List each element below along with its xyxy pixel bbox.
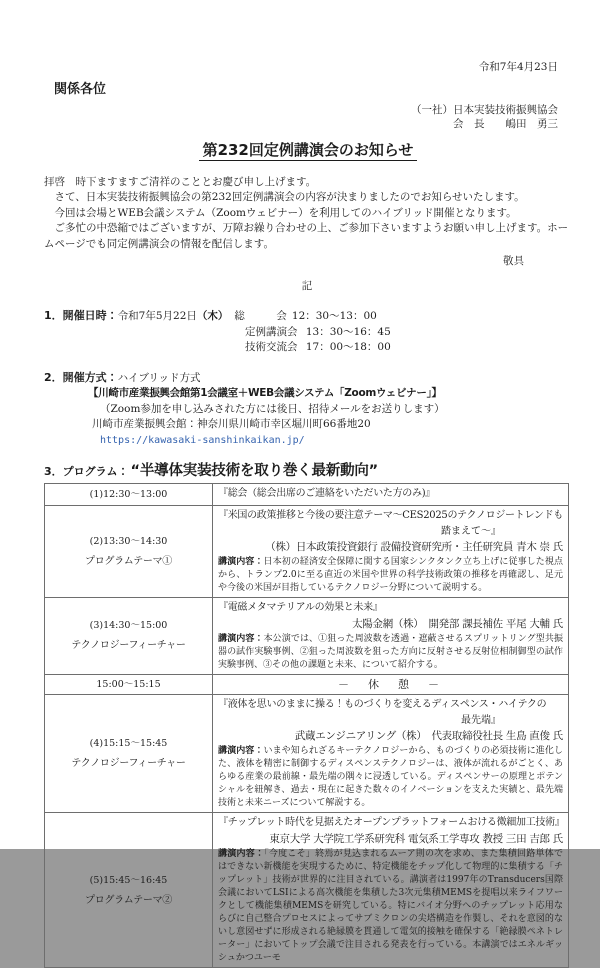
schedule-weekday: （木） — [197, 309, 229, 325]
program-time: (5)15:45～16:45 — [50, 874, 207, 887]
program-category: プログラムテーマ② — [50, 894, 207, 907]
greeting-line: ご多忙の中恐縮ではございますが、万障お繰り合わせの上、ご参加下さいますようお願い申し上げます。ホームページでも同定例講演会の情報を配信します。 — [44, 221, 572, 252]
program-title: 『チップレット時代を見据えたオープンプラットフォームおける微細加工技術』 — [218, 815, 563, 831]
abstract-text: いまや知られざるキーテクノロジーから、ものづくりの必須技術に進化した、液体を精密に制御するディスペンステクノロジーは、液体が流れるがごとく、あらゆる産業の最前線・最先端の隅々に浸透している。ディスペンサーの原理とポテンシャルを紐解き、過去・現在に起きた数々のイノベーションを支えた実績と、最先端技術と未来ニーズについて解説する。 — [218, 746, 563, 808]
program-time-cell — [45, 695, 213, 813]
program-body-cell — [213, 483, 569, 505]
document-title: 第232回定例講演会のお知らせ — [199, 143, 418, 161]
program-time-cell — [45, 674, 213, 695]
program-time-cell — [45, 813, 213, 968]
venue-line: 【川崎市産業振興会館第1会議室＋WEB会議システム「Zoomウェビナー」】 — [44, 386, 572, 402]
program-row-5 — [45, 695, 569, 813]
program-row-break — [45, 674, 569, 695]
sender-block — [44, 103, 572, 131]
venue-url-link[interactable]: https://kawasaki-sanshinkaikan.jp/ — [100, 435, 305, 446]
program-time: (1)12:30～13:00 — [50, 488, 207, 501]
program-abstract — [218, 745, 563, 810]
program-speaker: 武蔵エンジニアリング（株） 代表取締役社長 生島 直俊 氏 — [218, 728, 563, 744]
program-time: (2)13:30～14:30 — [50, 535, 207, 548]
program-speaker: （株）日本政策投資銀行 設備投資研究所・主任研究員 青木 崇 氏 — [218, 539, 563, 555]
program-table — [44, 483, 569, 968]
venue-address: 川崎市産業振興会館：神奈川県川崎市幸区堀川町66番地20 — [44, 417, 572, 433]
program-theme: “半導体実装技術を取り巻く最新動向” — [131, 464, 378, 480]
program-abstract — [218, 633, 563, 672]
schedule-time: 17：00～18：00 — [306, 341, 391, 353]
greeting-paragraph — [44, 175, 572, 253]
program-row-2 — [45, 505, 569, 597]
program-time-cell — [45, 483, 213, 505]
greeting-line: さて、日本実装技術振興協会の第232回定例講演会の内容が決まりましたのでお知らせいたします。 — [44, 190, 572, 206]
program-time-cell — [45, 597, 213, 674]
format-heading: 2．開催方式： — [44, 370, 118, 386]
schedule-time: 13：30～16：45 — [306, 326, 391, 338]
program-speaker: 東京大学 大学院工学系研究科 電気系工学専攻 教授 三田 吉郎 氏 — [218, 831, 563, 847]
program-row-3 — [45, 597, 569, 674]
schedule-event: 総 会 — [234, 309, 287, 325]
abstract-text: 「今度こそ」終焉が見込まれるムーア則の次を求め、また集積回路単体ではできない新機能を実現するために、特定機能をチップ化して物理的に集積する「チップレット」技術が世界的に注目されている。講演者は1997年のTransducers国際会議においてLSIによる高次機能を集積した3次元集積MEMSを提唱以来ライフワークとして機能集積MEMSを研究している。特にバイオ分野へのチップレット応用ならびに自己整合プロセスによってサブミクロンの尖塔構造を作製し、それを意図的ないし意図せずに形成される絶縁膜を貫通して電気的接触を確保する「絶縁膜ペネトレーター」においてトップ会議で注目される発表を行っている。本講演ではエネルギッシュかつユーモ — [218, 849, 563, 963]
schedule-date: 令和7年5月22日 — [118, 309, 197, 325]
program-category: テクノロジーフィーチャー — [50, 639, 207, 652]
greeting-line: 今回は会場とWEB会議システム（Zoomウェビナー）を利用してのハイブリッド開催となります。 — [44, 206, 572, 222]
program-title: 『総会（総会出席のご連絡をいただいた方のみ)』 — [218, 486, 563, 502]
abstract-label: 講演内容： — [218, 746, 263, 756]
closing-word: 敬具 — [44, 254, 572, 270]
program-title: 『米国の政策推移と今後の要注意テーマ～CES2025のテクノロジートレンドも — [218, 508, 563, 524]
program-row-1 — [45, 483, 569, 505]
program-abstract — [218, 556, 563, 595]
schedule-time: 12：30～13：00 — [292, 309, 377, 325]
program-body-cell — [213, 597, 569, 674]
schedule-event: 技術交流会 — [245, 340, 298, 356]
schedule-heading: 1．開催日時： — [44, 308, 118, 324]
abstract-label: 講演内容： — [218, 634, 264, 644]
program-body-cell — [213, 813, 569, 968]
program-body-cell — [213, 505, 569, 597]
record-mark: 記 — [44, 279, 572, 295]
break-cell: － 休 憩 － — [213, 674, 569, 695]
addressee: 関係各位 — [54, 82, 572, 98]
section-format — [44, 370, 572, 449]
greeting-line: 拝啓 時下ますますご清祥のこととお慶び申し上げます。 — [44, 175, 572, 191]
program-abstract — [218, 848, 563, 965]
program-body-cell — [213, 695, 569, 813]
program-title-cont: 最先端』 — [218, 713, 563, 728]
abstract-label: 講演内容： — [218, 849, 264, 859]
abstract-label: 講演内容： — [218, 557, 264, 567]
sender-org: （一社）日本実装技術振興協会 — [44, 103, 558, 117]
zoom-note: （Zoom参加を申し込みされた方には後日、招待メールをお送りします） — [44, 402, 572, 418]
issue-date: 令和7年4月23日 — [44, 60, 572, 76]
program-category: プログラムテーマ① — [50, 555, 207, 568]
program-row-6 — [45, 813, 569, 968]
abstract-text: 日本初の経済安全保障に関する国家シンクタンク立ち上げに従事した視点から、トランプ2.0に至る直近の米国や世界の科学技術政策の推移を再確認し、足元や今後の米国が目指しているテクノロジー分野について説明する。 — [218, 557, 563, 593]
program-title-cont: 踏まえて～』 — [218, 524, 563, 539]
sender-president: 会 長 嶋田 勇三 — [44, 117, 558, 131]
program-time: (3)14:30～15:00 — [50, 619, 207, 632]
section-schedule — [44, 308, 572, 356]
format-value: ハイブリッド方式 — [118, 371, 201, 387]
program-title: 『液体を思いのままに操る！ものづくりを変えるディスペンス・ハイテクの — [218, 697, 563, 713]
abstract-text: 本公演では、①狙った周波数を透過・遮蔽させるスプリットリング型共振器の試作実験事例、②狙った周波数を狙った方向に反射させる反射位相制御型の試作実験事例、③その他の課題と未来、について紹介する。 — [218, 634, 563, 670]
program-speaker: 太陽金網（株） 開発部 課長補佐 平尾 大輔 氏 — [218, 616, 563, 632]
program-time: 15:00～15:15 — [50, 678, 207, 691]
program-heading: 3．プログラム： — [44, 464, 129, 480]
program-time-cell — [45, 505, 213, 597]
schedule-event: 定例講演会 — [245, 325, 298, 341]
program-time: (4)15:15～15:45 — [50, 737, 207, 750]
program-title: 『電磁メタマテリアルの効果と未来』 — [218, 600, 563, 616]
program-category: テクノロジーフィーチャー — [50, 757, 207, 770]
